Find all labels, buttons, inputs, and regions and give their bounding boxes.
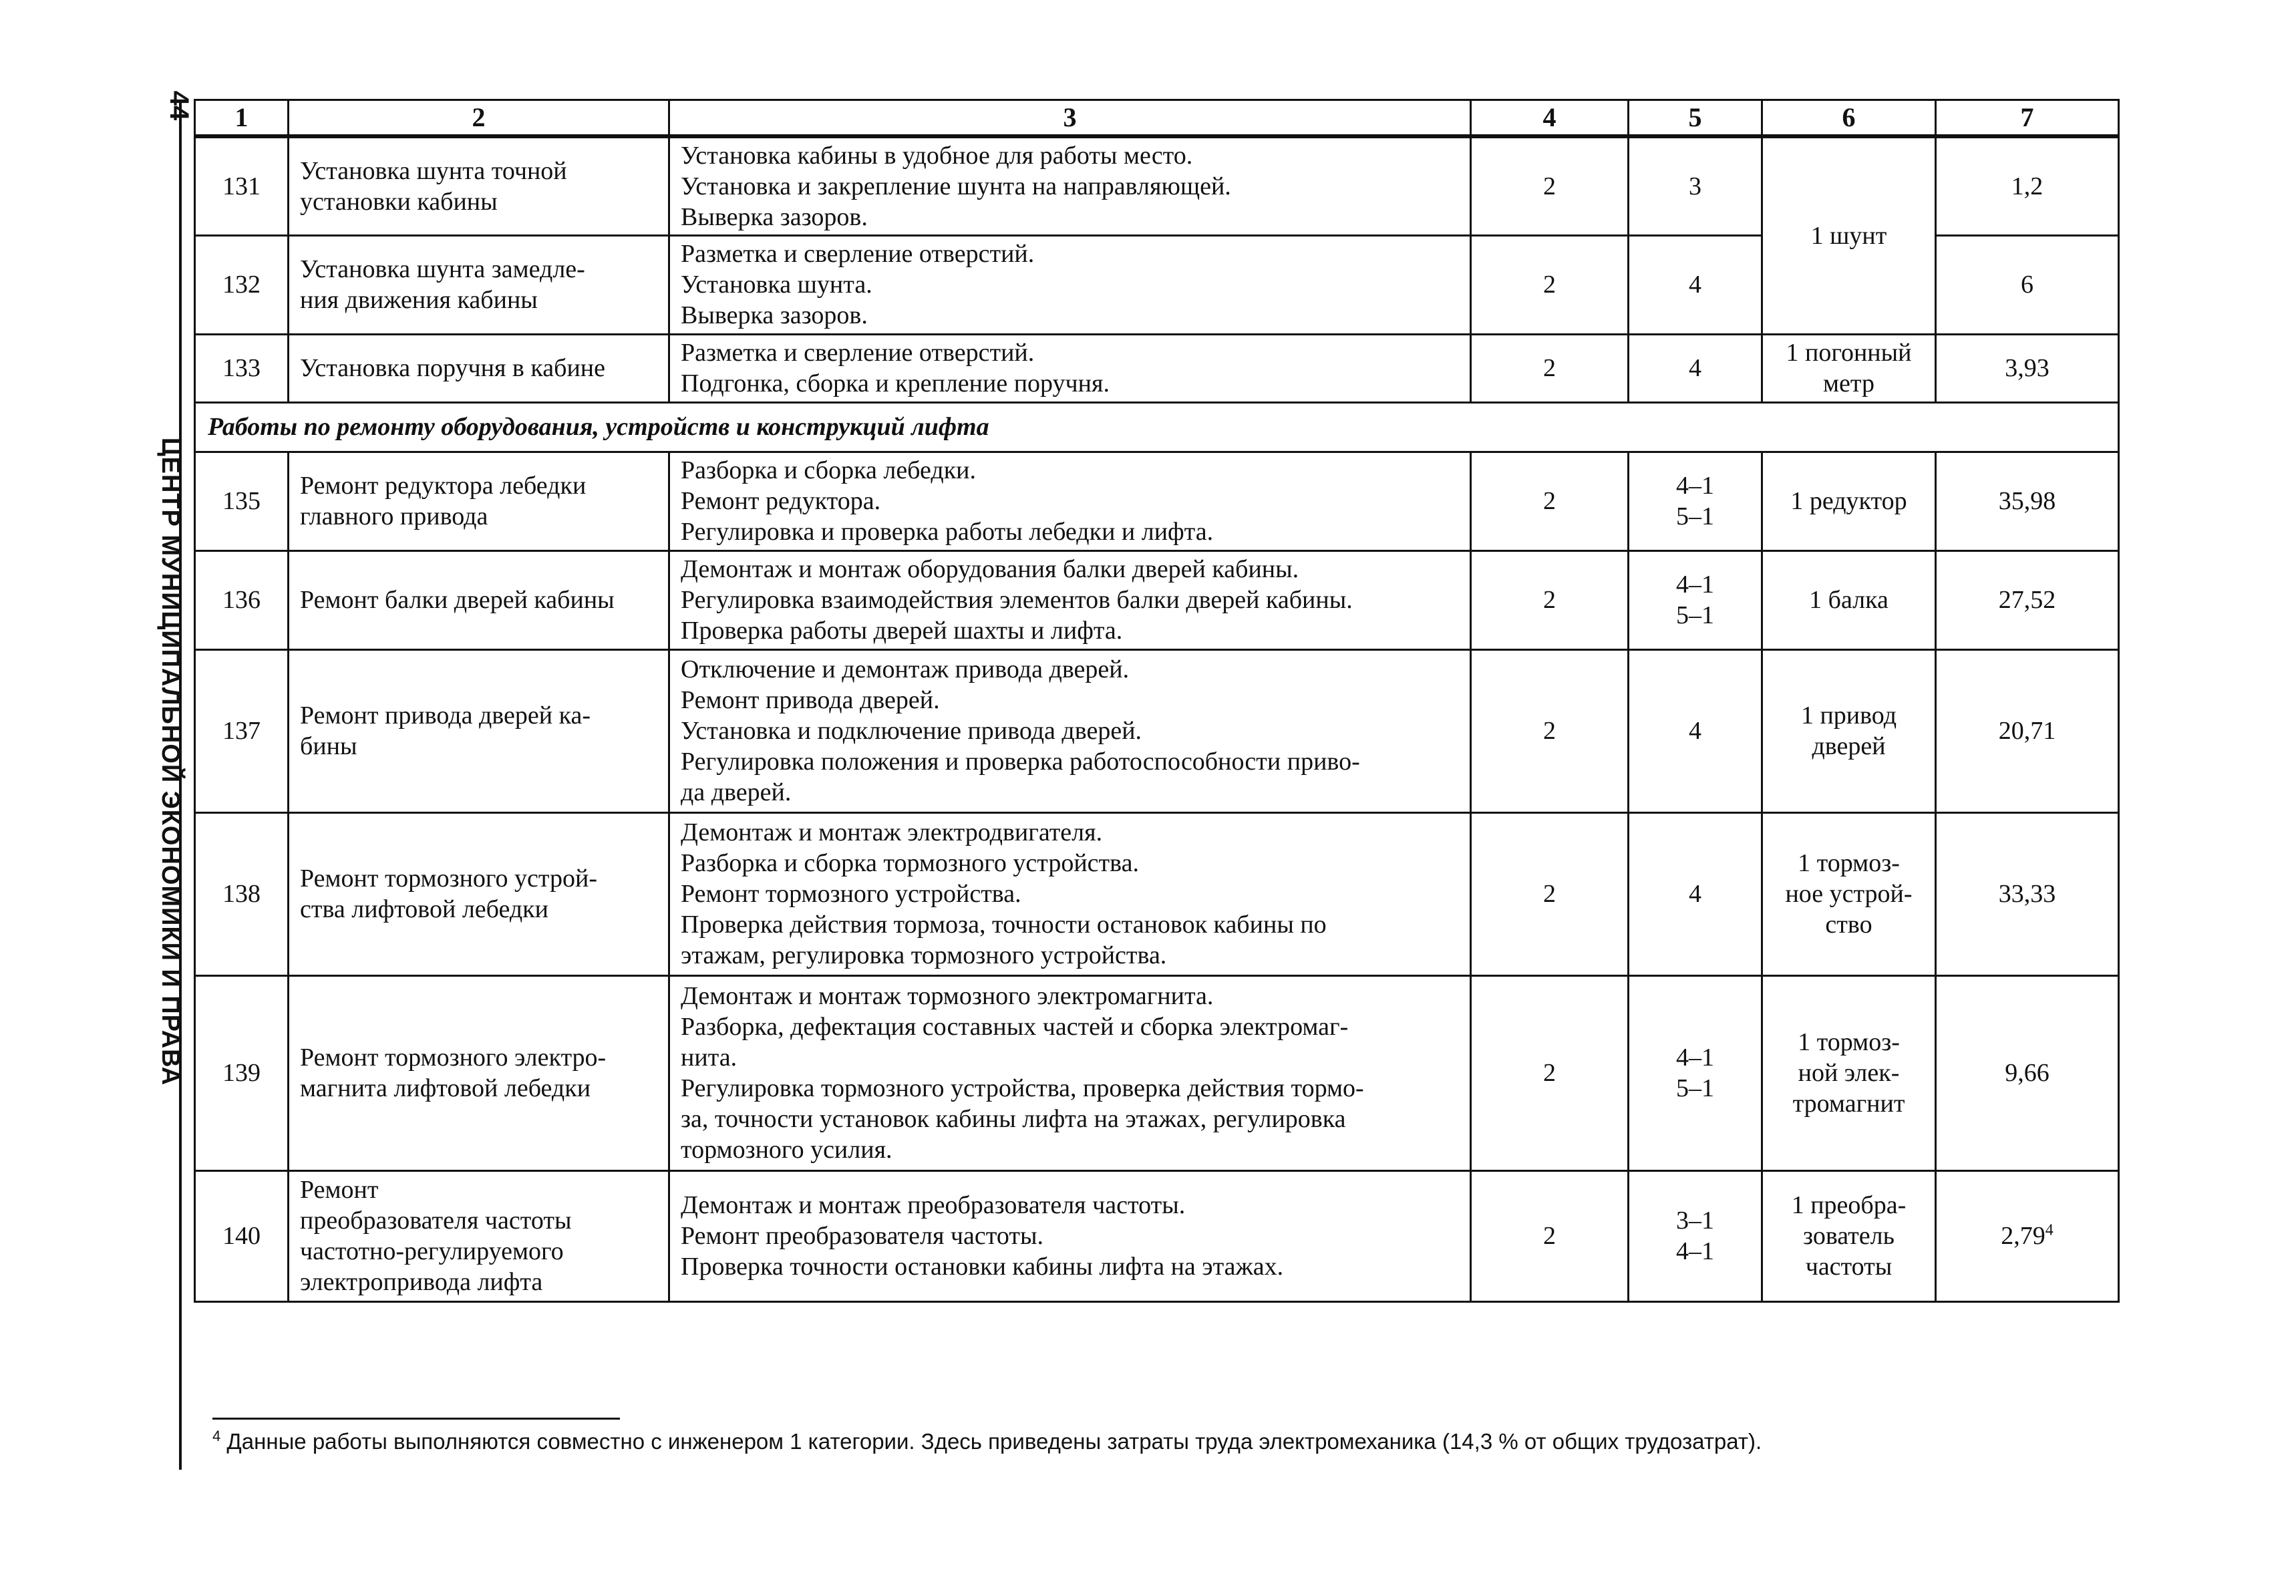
work-name: Ремонт редуктора лебедки главного привода bbox=[289, 452, 669, 550]
row-number: 137 bbox=[195, 649, 289, 812]
section-title: Работы по ремонту оборудования, устройств и конструкций лифта bbox=[195, 402, 2119, 452]
work-name: Ремонт тормозного устрой- ства лифтовой лебедки bbox=[289, 812, 669, 975]
work-description: Демонтаж и монтаж преобразователя частоты. Ремонт преобразователя частоты. Проверка точности остановки кабины лифта на этажах. bbox=[669, 1170, 1471, 1301]
column-header: 6 bbox=[1762, 100, 1936, 137]
work-norms-table bbox=[194, 99, 2120, 1303]
work-description: Демонтаж и монтаж тормозного электромагнита. Разборка, дефектация составных частей и сборка электромаг- нита. Регулировка тормозного устройства, проверка действия тормо- за, точности установок кабины лифта на этажах, регулировка тормозного усилия. bbox=[669, 975, 1471, 1170]
row-number: 133 bbox=[195, 334, 289, 402]
unit-of-measure: 1 тормоз- ной элек- тромагнит bbox=[1762, 975, 1936, 1170]
column-header-row bbox=[195, 100, 2119, 137]
column-header: 3 bbox=[669, 100, 1471, 137]
col5-value: 4–1 5–1 bbox=[1629, 550, 1762, 649]
row-number: 136 bbox=[195, 550, 289, 649]
row-number: 140 bbox=[195, 1170, 289, 1301]
col4-value: 2 bbox=[1471, 1170, 1629, 1301]
col4-value: 2 bbox=[1471, 136, 1629, 235]
column-header: 2 bbox=[289, 100, 669, 137]
footnote-separator bbox=[212, 1418, 620, 1420]
column-header: 4 bbox=[1471, 100, 1629, 137]
labor-cost: 2,79$^4$ bbox=[1936, 1170, 2119, 1301]
row-number: 139 bbox=[195, 975, 289, 1170]
work-description: Демонтаж и монтаж оборудования балки дверей кабины. Регулировка взаимодействия элементов балки дверей кабины. Проверка работы дверей шахты и лифта. bbox=[669, 550, 1471, 649]
table-row bbox=[195, 136, 2119, 235]
table-row bbox=[195, 452, 2119, 550]
unit-of-measure: 1 редуктор bbox=[1762, 452, 1936, 550]
col4-value: 2 bbox=[1471, 235, 1629, 334]
col4-value: 2 bbox=[1471, 812, 1629, 975]
labor-cost: 9,66 bbox=[1936, 975, 2119, 1170]
work-description: Разметка и сверление отверстий. Подгонка, сборка и крепление поручня. bbox=[669, 334, 1471, 402]
work-name: Ремонт тормозного электро- магнита лифтовой лебедки bbox=[289, 975, 669, 1170]
col4-value: 2 bbox=[1471, 550, 1629, 649]
labor-cost: 6 bbox=[1936, 235, 2119, 334]
col5-value: 3 bbox=[1629, 136, 1762, 235]
col5-value: 3–1 4–1 bbox=[1629, 1170, 1762, 1301]
unit-of-measure: 1 привод дверей bbox=[1762, 649, 1936, 812]
col5-value: 4 bbox=[1629, 235, 1762, 334]
unit-of-measure: 1 шунт bbox=[1762, 136, 1936, 334]
work-name: Установка поручня в кабине bbox=[289, 334, 669, 402]
table-row bbox=[195, 812, 2119, 975]
col5-value: 4–1 5–1 bbox=[1629, 452, 1762, 550]
unit-of-measure: 1 преобра- зователь частоты bbox=[1762, 1170, 1936, 1301]
work-description: Отключение и демонтаж привода дверей. Ремонт привода дверей. Установка и подключение привода дверей. Регулировка положения и проверка работоспособности приво- да дверей. bbox=[669, 649, 1471, 812]
labor-cost: 20,71 bbox=[1936, 649, 2119, 812]
unit-of-measure: 1 балка bbox=[1762, 550, 1936, 649]
footnote bbox=[212, 1427, 2083, 1456]
side-publisher-title: ЦЕНТР МУНИЦИПАЛЬНОЙ ЭКОНОМИКИ И ПРАВА bbox=[156, 437, 184, 1086]
work-name: Ремонт балки дверей кабины bbox=[289, 550, 669, 649]
labor-cost: 1,2 bbox=[1936, 136, 2119, 235]
row-number: 132 bbox=[195, 235, 289, 334]
col5-value: 4–1 5–1 bbox=[1629, 975, 1762, 1170]
table-row bbox=[195, 649, 2119, 812]
col5-value: 4 bbox=[1629, 334, 1762, 402]
section-row bbox=[195, 402, 2119, 452]
labor-cost: 35,98 bbox=[1936, 452, 2119, 550]
row-number: 135 bbox=[195, 452, 289, 550]
col4-value: 2 bbox=[1471, 334, 1629, 402]
column-header: 1 bbox=[195, 100, 289, 137]
table-row bbox=[195, 1170, 2119, 1301]
footnote-ref: 4 bbox=[2045, 1221, 2054, 1239]
col4-value: 2 bbox=[1471, 649, 1629, 812]
col5-value: 4 bbox=[1629, 812, 1762, 975]
work-description: Демонтаж и монтаж электродвигателя. Разборка и сборка тормозного устройства. Ремонт тормозного устройства. Проверка действия тормоза, точности остановок кабины по этажам, регулировка тормозного устройства. bbox=[669, 812, 1471, 975]
page-number: 44 bbox=[164, 90, 194, 121]
unit-of-measure: 1 погонный метр bbox=[1762, 334, 1936, 402]
work-description: Разметка и сверление отверстий. Установка шунта. Выверка зазоров. bbox=[669, 235, 1471, 334]
work-name: Установка шунта точной установки кабины bbox=[289, 136, 669, 235]
table-row bbox=[195, 975, 2119, 1170]
work-description: Разборка и сборка лебедки. Ремонт редуктора. Регулировка и проверка работы лебедки и лифта. bbox=[669, 452, 1471, 550]
col4-value: 2 bbox=[1471, 452, 1629, 550]
table-row bbox=[195, 550, 2119, 649]
labor-cost: 3,93 bbox=[1936, 334, 2119, 402]
labor-cost: 27,52 bbox=[1936, 550, 2119, 649]
col4-value: 2 bbox=[1471, 975, 1629, 1170]
column-header: 7 bbox=[1936, 100, 2119, 137]
work-name: Установка шунта замедле- ния движения кабины bbox=[289, 235, 669, 334]
column-header: 5 bbox=[1629, 100, 1762, 137]
col5-value: 4 bbox=[1629, 649, 1762, 812]
table-row bbox=[195, 334, 2119, 402]
work-name: Ремонт преобразователя частоты частотно-регулируемого электропривода лифта bbox=[289, 1170, 669, 1301]
unit-of-measure: 1 тормоз- ное устрой- ство bbox=[1762, 812, 1936, 975]
footnote-text: Данные работы выполняются совместно с инженером 1 категории. Здесь приведены затраты труда электромеханика (14,3 % от общих трудозатрат). bbox=[226, 1429, 1762, 1454]
work-description: Установка кабины в удобное для работы место. Установка и закрепление шунта на направляющей. Выверка зазоров. bbox=[669, 136, 1471, 235]
row-number: 138 bbox=[195, 812, 289, 975]
labor-cost: 33,33 bbox=[1936, 812, 2119, 975]
work-name: Ремонт привода дверей ка- бины bbox=[289, 649, 669, 812]
footnote-marker: 4 bbox=[212, 1428, 221, 1444]
row-number: 131 bbox=[195, 136, 289, 235]
